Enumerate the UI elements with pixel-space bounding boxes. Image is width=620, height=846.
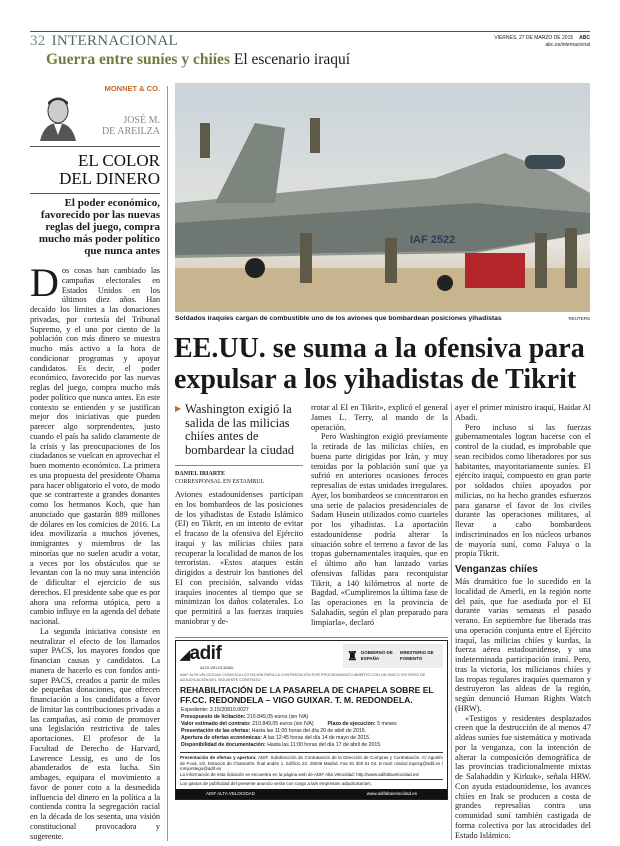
column-deck: El poder económico, favorecido por las nuevas reglas del juego, compra mucho más poder político que nunca antes [38, 197, 160, 257]
adif-swoosh-icon: ◢ [180, 647, 190, 662]
government-logo [343, 644, 443, 668]
author-first: JOSÉ M. [123, 115, 160, 126]
field-label: Valor estimado del contrato: [181, 721, 251, 727]
article-paragraph: ayer el primer ministro iraquí, Haidar Al Abadi. [455, 403, 591, 422]
adif-advertisement [175, 640, 448, 800]
field-value: 5 meses [377, 721, 397, 727]
author-block [30, 95, 160, 143]
ad-address: ADIF. Subdirección de Contratación de la Dirección de Compras y Contratación. C/ Agustín de Foxá, s/n. Estación de Chamartín, final andén 1. Edificio 22. 28036 Madrid. Fax 91 300 61 04. E-mail: mariaz.lopezg@adif.es / mmjontiego@adif.es [180, 755, 443, 772]
ad-costs: Los gastos de publicidad del presente anuncio serán con cargo a la/s empresa/s adjudicataria/s. [180, 779, 443, 787]
ad-fields [176, 707, 447, 749]
column-paragraph: La segunda iniciativa consiste en neutralizar el efecto de los llamados super PACS, los mayores fondos que financian causas y candidatos. La manera de hacerlo es con fondos anti-super PACS, creados a partir de miles de pequeñas donaciones, que ofrecen financiación a los candidatos a favor de limitar las contribuciones privadas a las campañas, así como de promover una legislación restrictiva de tales aportaciones. El profesor de la Facultad de Derecho de Harvard, Lawrence Lessig, es uno de los abanderados de esta lucha. Sin ambages, equipara el movimiento a favor de poner coto a la desmedida influencia del dinero en la política a la contienda contra la segregación racial en la década de los sesenta, una visión constitucional provocadora y sugerente. [30, 626, 160, 841]
topic-line [46, 51, 350, 69]
byline-role: CORRESPONSAL EN ESTAMBUL [175, 479, 265, 485]
column-series: MONNET & CO. [104, 84, 160, 93]
photo-caption: Soldados iraquíes cargan de combustible uno de los aviones que bombardean posiciones yihadistas [175, 315, 502, 322]
title-line: DEL DINERO [59, 169, 160, 188]
field-label: Plazo de ejecución: [327, 721, 376, 727]
column-body [30, 260, 160, 841]
headline-line: expulsar a los yihadistas de Tikrit [174, 364, 577, 395]
topic-rest: El escenario iraquí [233, 51, 351, 68]
field-value: A las 12:45 horas del día 14 de mayo de 2015. [263, 735, 371, 741]
date: VIERNES, 27 DE MARZO DE 2015 [494, 35, 574, 41]
field-label: Apertura de ofertas económicas: [181, 735, 263, 741]
news-photo [175, 83, 590, 312]
dateline [494, 35, 590, 49]
ad-title: REHABILITACIÓN DE LA PASARELA DE CHAPELA SOBRE EL FF.CC. REDONDELA – VIGO GUIXAR. T. M. REDONDELA. [180, 685, 434, 705]
coat-of-arms-icon: ♜ [347, 649, 358, 663]
adif-logo [180, 644, 233, 670]
article-subheading: Venganzas chiíes [455, 564, 538, 575]
photo-credit: REUTERS [568, 316, 590, 321]
header-rule [30, 31, 590, 32]
article-col3 [455, 403, 591, 840]
article-paragraph: rrotar al EI en Tikrit», explicó el general James L. Terry, al mando de la operación. [311, 403, 448, 432]
logo-text: adif [189, 643, 222, 664]
byline-author: DANIEL IRIARTE [175, 471, 225, 477]
opinion-column [30, 84, 160, 841]
deck-text: Washington exigió la salida de las milicias chiíes antes de bombardear la ciudad [185, 402, 295, 457]
section-title [30, 33, 178, 50]
paragraph-text: os cosas han cambiado las campañas electorales en Estados Unidos en los últimos diez años. Han decaído los límites a las donaciones privadas, por cortesía del Tribunal Supremo, y el uno por ciento de la población con más dinero se muestra mucho más activo a la hora de condicionar programas y apoyar candidatos. Es decir, el poder económico, favorecido por las nuevas reglas del juego, compra mucho más poder político que nunca antes. En este contexto se entienden y se justifican mejor dos iniciativas que pueden parecer algo sorprendentes, justo cuando el país ha salido claramente de la crisis y las preocupaciones de los ciudadanos se vuelcan en aprovechar el buen momento económico. La primera es una propuesta del presidente Obama para hacer obligatorio el voto, de modo que se contrarreste a grandes donantes como los hermanos Koch, que han anunciado que gastarán 889 millones de dólares en los comicios de 2016. La idea movilizaría a muchos jóvenes, inmigrantes y miembros de las minorías que no suelen acudir a votar, a veces por los obstáculos que se levantan con la no muy sana intención de dificultar el ejercicio de sus derechos. El presidente sabe que es por ahora una reforma utópica, pero a cambio influye en la agenda del debate nacional. [30, 266, 160, 626]
divider [30, 193, 160, 194]
field-value: Hasta las 11:00 horas del día 17 de abril de 2015. [267, 742, 382, 748]
article-paragraph: Aviones estadounidenses participan en los bombardeos de las posiciones de los yihadistas de Estado Islámico (EI) en Tikrit, en un intento de evitar el fracaso de la ofensiva del Ejército iraquí y las milicias chiíes para recuperar la localidad de manos de los terroristas. «Estos ataques están dirigidos a destruir los bastiones del EI con precisión, salvando vidas iraquíes inocentes al tiempo que se minimizan los daños colaterales. Lo que permitirá a las fuerzas iraquíes maniobrar y de- [175, 490, 303, 626]
divider [175, 465, 303, 466]
drop-cap: D [30, 260, 59, 305]
field-value: 210.849,05 euros (sin IVA) [247, 714, 309, 720]
column-divider [451, 403, 452, 840]
author-last: DE AREILZA [101, 126, 160, 137]
article-deck [175, 403, 303, 457]
field-label: Presentación de ofertas y apertura: [180, 755, 257, 760]
section-name: INTERNACIONAL [51, 33, 178, 49]
ad-field [176, 728, 447, 735]
article-paragraph: Pero incluso si las fuerzas gubernamentales logran hacerse con el control de la ciudad, es improbable que sean recibidos como liberadores por sus habitantes, mayoritariamente suníes. El ejército iraquí, compuesto en gran parte por soldados chiíes apoyados por milicias, no ha hecho grandes esfuerzos para ganarse el favor de los civiles durante las operaciones militares, al llevar a cabo bombardeos indiscriminados en los núcleos urbanos de mayoría suní, como Faluya o la propia Tikrit. [455, 422, 591, 559]
author-portrait [38, 95, 78, 141]
article-paragraph: «Testigos y residentes desplazados creen que la destrucción de al menos 47 aldeas suníes fue sistemática y motivada por la venganza, con la intención de alterar la composición demográfica de las provincias tradicionalmente mixtas de Salahaddin y Kirkuk», señala HRW. Con ayuda estadounidense, los avances chiíes en Irak se producen a costa de grandes represalias contra una comunidad suní también castigada de forma colectiva por las atrocidades del Estado Islámico. [455, 713, 591, 840]
article-col1 [175, 490, 303, 627]
footer-brand: ADIF ALTA VELOCIDAD [206, 790, 255, 796]
ad-intro: ADIF ALTA VELOCIDAD CONVOCA LICITACIÓN PARA LA CONTRATACIÓN POR PROCEDIMIENTO ABIERTO CON UN ÚNICO CRITERIO DE ADJUDICACIÓN DEL SIGUIENTE CONTRATO: [180, 673, 426, 682]
ad-field [176, 721, 447, 728]
column-divider [167, 86, 168, 841]
ad-footer [176, 789, 447, 799]
title-line: EL COLOR [77, 151, 160, 170]
ministry-text: MINISTERIO DE FOMENTO [399, 650, 434, 661]
article-headline [174, 333, 592, 395]
ad-field [176, 742, 447, 749]
headline-line: EE.UU. se suma a la ofensiva para [174, 333, 585, 364]
footer-url[interactable]: www.adifaltavelocidad.es [366, 790, 417, 796]
author-name [102, 115, 160, 137]
field-value: 210.849,05 euros (sin IVA) [252, 721, 314, 727]
byline [175, 470, 303, 486]
ad-info: La información de esta licitación se encuentra en la página web de ADIF Alta Velocidad: http://www.adifaltavelocidad.es/ [180, 771, 419, 777]
ad-field [176, 714, 447, 721]
article-paragraph: Más dramático fue lo sucedido en la localidad de Amerli, en la región norte del país, que fue asediada por el EI durante varias semanas el pasado verano. En septiembre fue liberada tras una operación conjunta entre el Ejército iraquí, las milicias chiíes y kurdas, la fuerza aérea estadounidense, y una indeterminada participación iraní. Pero, tras la victoria, los milicianos chiíes y las tropas regulares iraquíes quemaron y destruyeron las aldeas de la región, según denunció Human Rights Watch (HRW). [455, 577, 591, 713]
ad-contact [180, 752, 443, 787]
page-number: 32 [30, 33, 46, 49]
gov-text: GOBIERNO DE ESPAÑA [360, 650, 393, 661]
field-label: Presentación de las ofertas: [181, 728, 251, 734]
ad-expediente: Expediente: 3.15/20810.0027 [181, 707, 249, 713]
ad-field [176, 735, 447, 742]
logo-subtitle: ALTA VELOCIDAD [200, 665, 234, 670]
tail-code: IAF 2522 [410, 234, 456, 246]
topic-bold: Guerra entre suníes y chiíes [46, 51, 230, 68]
column-title [30, 152, 160, 188]
brand: ABC [579, 35, 590, 41]
article-col1-block [175, 403, 303, 627]
divider [175, 637, 448, 638]
article-col2 [311, 403, 448, 627]
column-paragraph [30, 260, 160, 627]
field-value: Hasta las 11:00 horas del día 20 de abril de 2015. [251, 728, 367, 734]
ad-header [176, 641, 447, 670]
field-label: Presupuesto de licitación: [181, 714, 246, 720]
section-url: abc.es/internacional [545, 42, 590, 48]
field-label: Disponibilidad de documentación: [181, 742, 266, 748]
bullet-arrow-icon: ▶ [175, 404, 182, 413]
divider [30, 146, 160, 147]
article-paragraph: Pero Washington exigió previamente la retirada de las milicias chiíes, en buena parte dirigidas por Irán, y muy temidas por la población suní que ya sufrió en anteriores ocasiones feroces represalias de estas unidades irregulares. Ayer, los bombardeos se concentraron en una serie de palacios presidenciales de Sadam Husein utilizados como cuarteles por los yihadistas. La aportación estadounidense podría alterar la situación sobre el terreno a favor de las tropas gubernamentales iraquíes, que en el último año han lanzado varias ofensivas fallidas para reconquistar Tikrit, a 140 kilómetros al norte de Bagdad. «Cumpliremos la última fase de las operaciones en la provincia de Salahadín, según el plan preparado para limpiarla», declaró [311, 432, 448, 627]
